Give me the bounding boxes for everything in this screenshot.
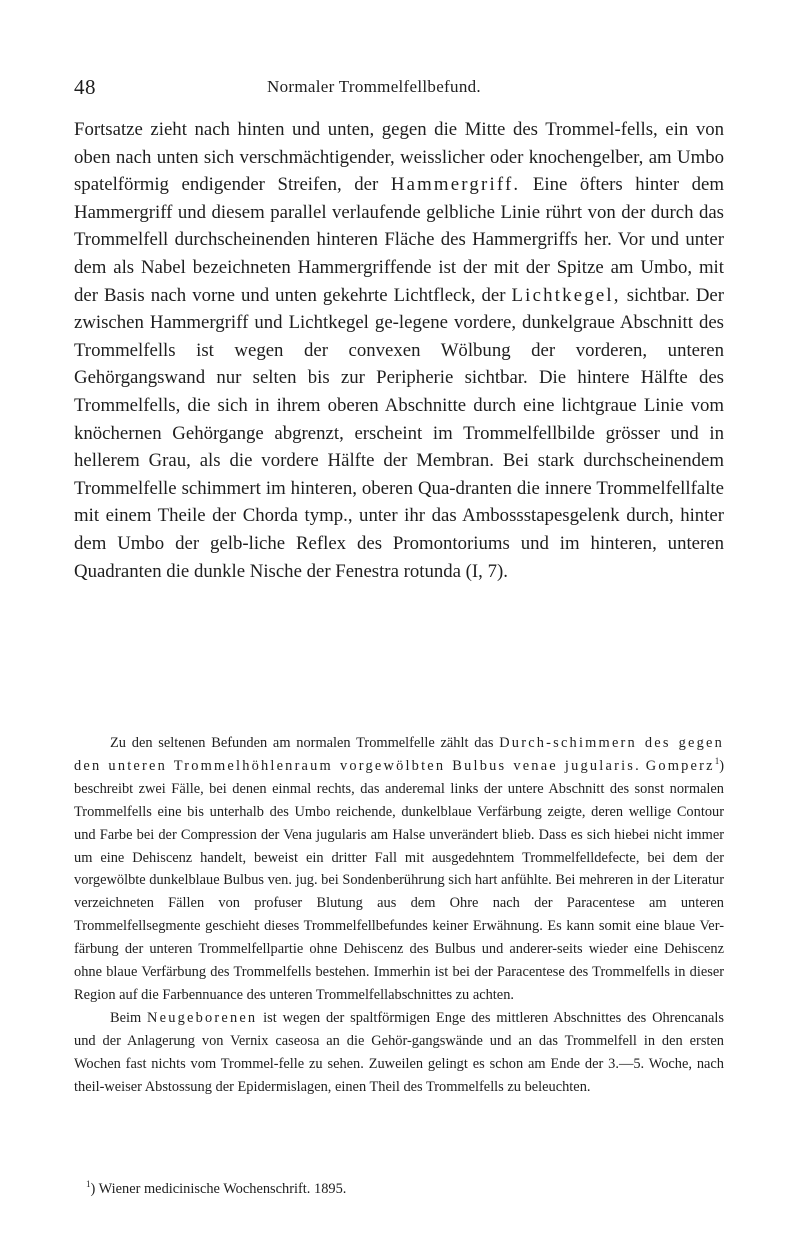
- text-run: Eine öfters hinter dem Hammergriff und diesem parallel verlaufende gelbliche Linie rührt von der durch das Trommelfell durchscheinenden hinteren Fläche des Hammergriffs her. Vor und unter dem als Nabel bezeichneten Hammergriffende ist der mit der Spitze am Umbo, mit der Basis nach vorne und unten gekehrte Lichtfleck, der: [74, 174, 724, 306]
- footnote-marker: 1: [86, 1179, 91, 1189]
- paragraph-neugeborene: [74, 1007, 724, 1099]
- text-run: ist wegen der spaltförmigen Enge des mittleren Abschnittes des Ohrencanals und der Anlagerung von Vernix caseosa an die Gehör-gangswände und an das Trommelfell in den ersten Wochen fast nichts vom Trommel-felle zu sehen. Zuweilen gelingt es schon am Ende der 3.—5. Woche, nach theil-weiser Abstossung der Epidermislagen, einen Theil des Trommelfells zu beleuchten.: [74, 1009, 725, 1095]
- text-run: Beim: [110, 1009, 148, 1026]
- spaced-term-durchschimmern: Durch-schimmern des gegen den unteren Trommelhöhlenraum vorgewölbten Bulbus venae jugularis.: [74, 735, 724, 774]
- text-run: Fortsatze zieht nach hinten und unten, gegen die Mitte des Trommel-fells, ein von oben nach unten sich verschmächtigender, weisslicher oder knochengelber, am Umbo spatelförmig endigender Streifen, der: [74, 119, 724, 196]
- spaced-term-hammergriff: Hammergriff.: [390, 174, 521, 196]
- spaced-term-neugeborenen: Neugeborenen: [147, 1009, 258, 1026]
- text-run: ) beschreibt zwei Fälle, bei denen einmal rechts, das anderemal links der untere Abschnitt des sonst normalen Trommelfells eine bis unterhalb des Umbo reichende, dunkelblaue Verfärbung zeigte, deren wellige Contour und Farbe bei der Compression der Vena jugularis am Halse unverändert blieb. Dass es sich hiebei nicht immer um eine Dehiscenz handelt, beweist ein dritter Fall mit ausgedehntem Trommelfelldefecte, bei dem der vorgewölbte dunkelblaue Bulbus ven. jug. bei Sondenberührung sich hart anfühlte. Bei mehreren in der Literatur verzeichneten Fällen von profuser Blutung aus dem Ohre nach der Paracentese am unteren Trommelfellsegmente geschieht dieses Trommelfellbefundes keiner Erwähnung. Es kann somit eine blaue Ver-färbung der unteren Trommelfellpartie ohne Dehiscenz des Bulbus und anderer-seits wieder eine Dehiscenz ohne blaue Verfärbung des Trommelfells bestehen. Immerhin ist bei der Paracentese des Trommelfells in dieser Region auf die Farbennuance des unteren Trommelfellabschnittes zu achten.: [74, 757, 724, 1003]
- text-run: Zu den seltenen Befunden am normalen Trommelfelle zählt das: [110, 735, 500, 751]
- footnote-ref: 1: [714, 755, 720, 766]
- main-text: [74, 116, 724, 585]
- author-name-gomperz: Gomperz: [645, 757, 715, 774]
- running-head: Normaler Trommelfellbefund.: [267, 77, 481, 96]
- text-run: sichtbar. Der zwischen Hammergriff und Lichtkegel ge-legene vordere, dunkelgraue Abschnitt des Trommelfells ist wegen der convexen Wölbung der vorderen, unteren Gehörgangswand nur selten bis zur Peripherie sichtbar. Die hintere Hälfte des Trommelfells, die sich in ihrem oberen Abschnitte durch eine lichtgraue Linie vom knöchernen Gehörgange abgrenzt, erscheint im Trommelfellbilde grösser und in hellerem Grau, als die vordere Hälfte der Membran. Bei stark durchscheinendem Trommelfelle schimmert im hinteren, oberen Qua-dranten die innere Trommelfellfalte mit einem Theile der Chorda tymp., unter ihr das Ambossstapesgelenk durch, hinter dem Umbo der gelb-liche Reflex des Promontoriums und im hinteren, unteren Quadranten die dunkle Nische der Fenestra rotunda (I, 7).: [74, 284, 724, 582]
- footnote-text: ) Wiener medicinische Wochenschrift. 1895.: [90, 1181, 347, 1197]
- page-header: [74, 73, 674, 101]
- small-print-section: [74, 732, 724, 1099]
- spaced-term-lichtkegel: Lichtkegel,: [511, 284, 621, 306]
- paragraph-bulbus-jugularis: [74, 732, 724, 1007]
- footnote: [86, 1179, 706, 1199]
- paragraph-hammergriff: [74, 116, 724, 585]
- page-number: 48: [74, 75, 96, 99]
